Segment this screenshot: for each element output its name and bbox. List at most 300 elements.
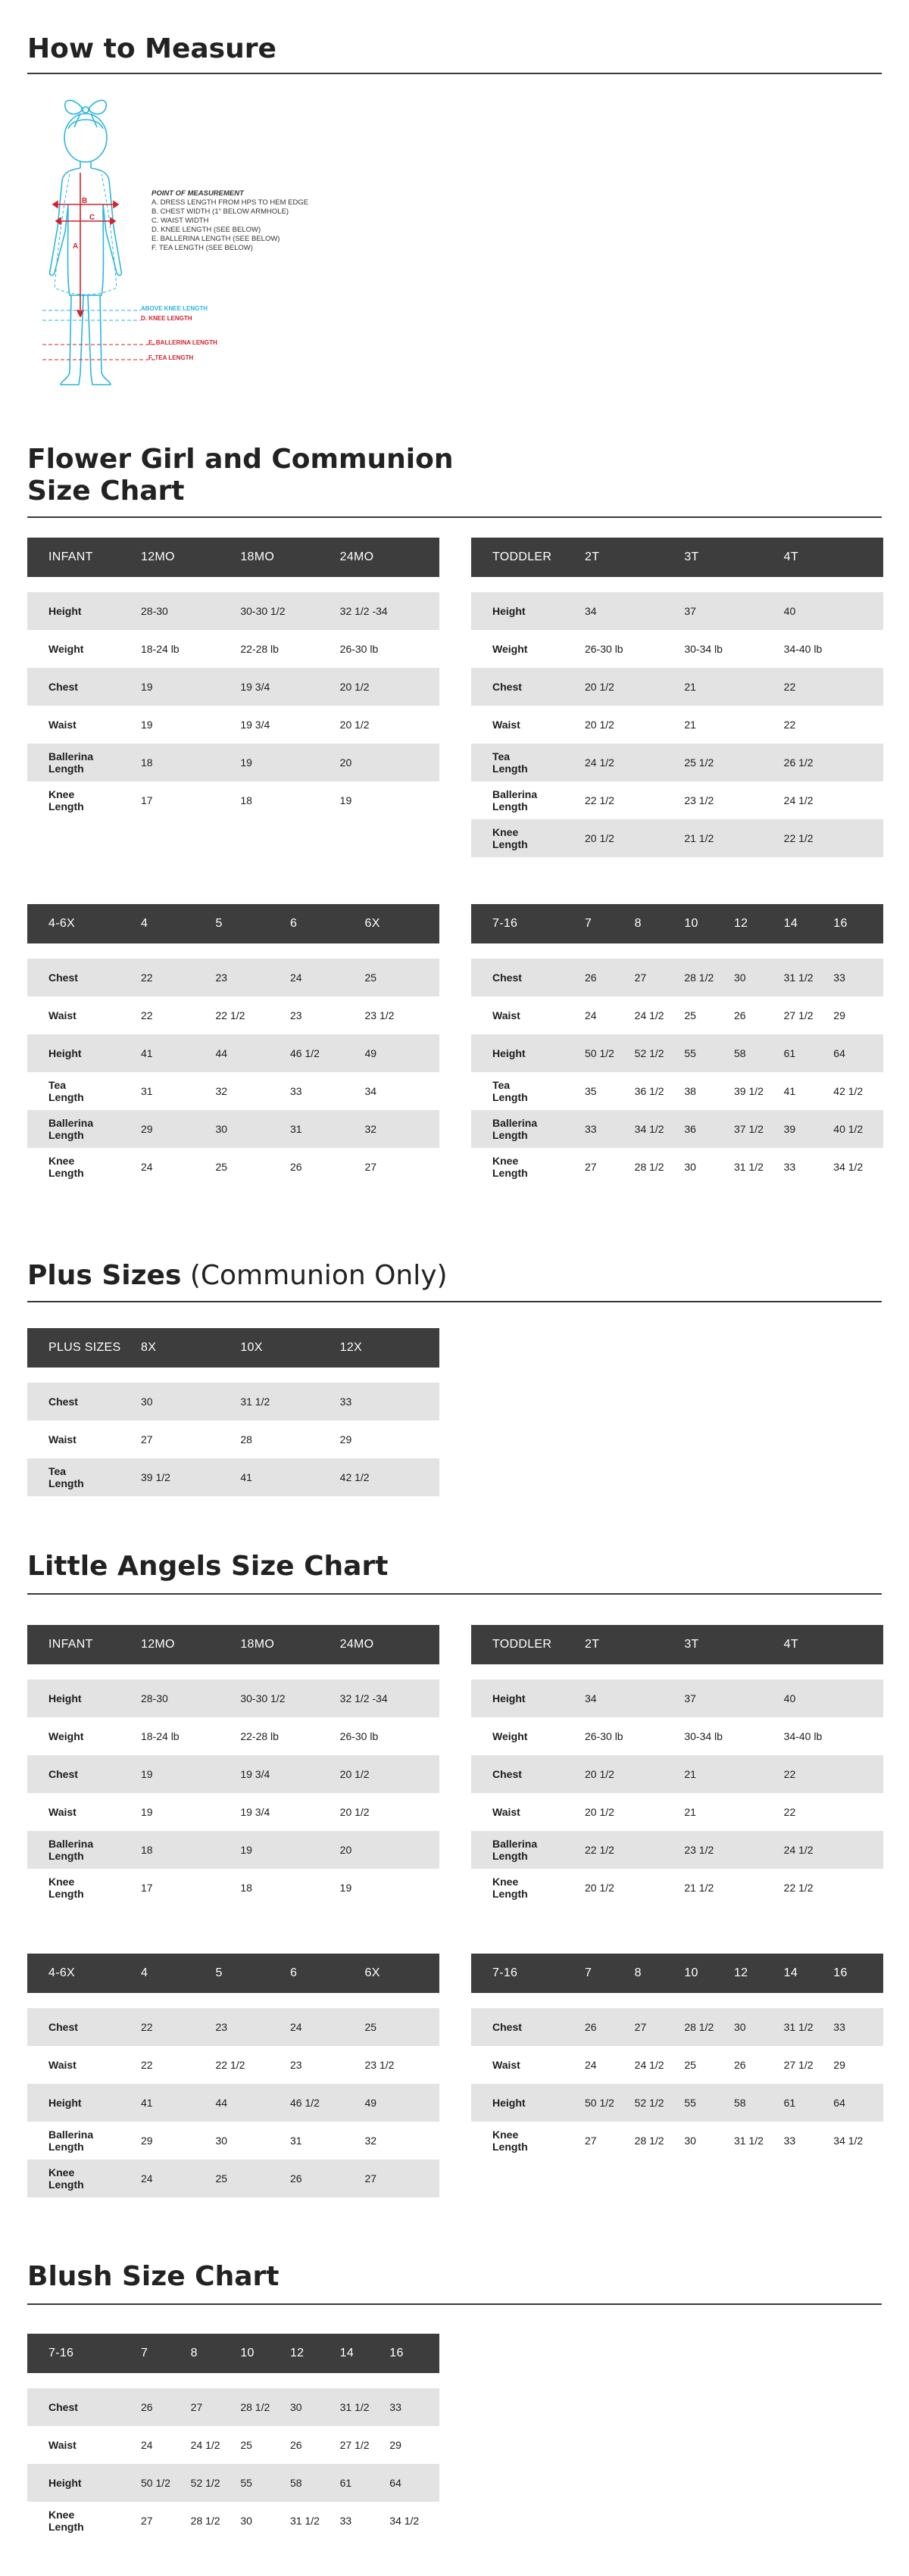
size-column-header: 7 xyxy=(585,1954,635,1993)
measurement-value: 21 xyxy=(684,1806,696,1818)
measurement-label: Waist xyxy=(48,2439,77,2451)
how-to-measure-title: How to Measure xyxy=(27,33,276,64)
size-column-header: 2T xyxy=(585,1625,684,1664)
measurement-value: 37 1/2 xyxy=(734,1110,784,1148)
measurement-value: 29 xyxy=(833,2059,845,2071)
measurement-label: Height xyxy=(27,2084,141,2122)
table-row xyxy=(471,1148,883,1186)
measurement-value: 24 xyxy=(585,1009,597,1021)
measurement-value: 18 xyxy=(141,744,240,781)
measurement-value: 26 xyxy=(290,1161,302,1173)
measurement-value: 28 1/2 xyxy=(634,2135,664,2147)
measurement-value: 26 xyxy=(585,959,635,996)
measurement-label: Knee Length xyxy=(27,2160,141,2197)
size-column-header: 18MO xyxy=(240,538,339,577)
table-row xyxy=(27,630,439,668)
measurement-value: 30 xyxy=(216,1110,291,1148)
measurement-value: 27 xyxy=(365,2160,440,2197)
measurement-value: 46 1/2 xyxy=(290,1034,365,1072)
measurement-value: 55 xyxy=(240,2464,290,2502)
measurement-value: 32 xyxy=(364,2135,377,2147)
table-row xyxy=(27,781,439,819)
measurement-value: 27 1/2 xyxy=(339,2439,370,2451)
measurement-value: 27 xyxy=(141,2515,153,2527)
pom-item: C. WAIST WIDTH xyxy=(152,217,209,225)
table-row xyxy=(27,1717,439,1755)
measurement-label: Chest xyxy=(471,959,585,996)
measurement-value: 31 1/2 xyxy=(784,959,834,996)
measurement-value: 25 xyxy=(684,2059,696,2071)
table-row xyxy=(471,1717,883,1755)
measurement-value: 25 xyxy=(365,959,440,996)
measurement-value: 18 xyxy=(240,1882,252,1894)
table-row xyxy=(27,1110,439,1148)
measurement-value: 19 3/4 xyxy=(240,719,270,731)
measurement-value: 18 xyxy=(240,794,252,806)
size-table xyxy=(27,1625,439,1907)
measurement-value: 37 xyxy=(684,592,783,630)
table-category-header: 7-16 xyxy=(471,904,585,943)
size-column-header: 14 xyxy=(340,2334,390,2373)
table-row xyxy=(27,668,439,706)
measurement-value: 27 xyxy=(635,959,685,996)
measurement-value: 22 xyxy=(141,959,216,996)
table-row xyxy=(471,1831,883,1869)
table-row xyxy=(27,1034,439,1072)
plus-sizes-title xyxy=(27,1260,448,1292)
above-knee-label: ABOVE KNEE LENGTH xyxy=(141,305,208,312)
measurement-label: Chest xyxy=(471,2008,585,2046)
measurement-value: 28 1/2 xyxy=(240,2388,290,2426)
letter-a: A xyxy=(73,242,79,251)
measurement-value: 31 1/2 xyxy=(240,1383,339,1421)
measurement-value: 32 xyxy=(365,1110,440,1148)
measurement-value: 26 xyxy=(141,2388,191,2426)
size-table xyxy=(27,2334,439,2540)
measurement-value: 19 3/4 xyxy=(240,1755,339,1793)
tea-label: F. TEA LENGTH xyxy=(148,354,194,361)
table-header-row xyxy=(27,904,439,943)
measurement-value: 33 xyxy=(833,959,883,996)
size-column-header: 12X xyxy=(340,1328,439,1368)
measurement-label: Height xyxy=(27,1034,141,1072)
table-header-row xyxy=(27,538,439,577)
measurement-value: 27 1/2 xyxy=(783,2059,814,2071)
measurement-value: 30 xyxy=(240,2515,252,2527)
measurement-label: Height xyxy=(471,2084,585,2122)
measurement-label: Weight xyxy=(492,643,528,655)
measurement-label: Waist xyxy=(48,1433,77,1445)
measurement-value: 18 xyxy=(141,1831,240,1869)
table-header-row xyxy=(27,1625,439,1664)
table-row xyxy=(27,1755,439,1793)
table-row xyxy=(471,630,883,668)
table-row xyxy=(27,1831,439,1869)
measurement-value: 30 xyxy=(215,2135,228,2147)
measurement-label: Waist xyxy=(48,1806,77,1818)
measurement-value: 27 xyxy=(141,1433,153,1445)
flower-girl-title-line2: Size Chart xyxy=(27,476,185,507)
measurement-value: 24 1/2 xyxy=(634,1009,664,1021)
table-row xyxy=(471,959,883,996)
table-row xyxy=(27,996,439,1034)
measurement-value: 19 xyxy=(339,1882,352,1894)
measurement-value: 39 1/2 xyxy=(733,1085,764,1097)
table-row xyxy=(471,1679,883,1717)
measurement-value: 19 xyxy=(240,744,339,781)
measurement-value: 28 xyxy=(240,1433,252,1445)
table-row xyxy=(471,1755,883,1793)
measurement-value: 28-30 xyxy=(141,1679,240,1717)
measurement-value: 61 xyxy=(784,2084,834,2122)
table-header-row xyxy=(27,2334,439,2373)
measurement-label: Waist xyxy=(48,719,77,731)
size-table xyxy=(27,1328,439,1496)
size-column-header: 4T xyxy=(784,538,883,577)
measurement-value: 19 xyxy=(141,668,240,706)
table-row xyxy=(27,2160,439,2197)
table-row xyxy=(27,1793,439,1831)
measurement-label: Knee Length xyxy=(471,819,585,857)
measurement-value: 33 xyxy=(340,1383,439,1421)
table-row xyxy=(27,1421,439,1458)
measurement-value: 19 3/4 xyxy=(240,1806,270,1818)
measurement-value: 28 1/2 xyxy=(684,2008,734,2046)
measurement-value: 20 xyxy=(340,744,439,781)
table-row xyxy=(471,1110,883,1148)
table-category-header: 4-6X xyxy=(27,904,141,943)
measurement-value: 19 xyxy=(240,1831,339,1869)
measurement-value: 27 xyxy=(191,2388,241,2426)
measurement-value: 40 xyxy=(784,592,883,630)
section-divider xyxy=(27,2303,882,2305)
measurement-value: 20 1/2 xyxy=(585,1882,614,1894)
measurement-label: Ballerina Length xyxy=(27,744,141,781)
measurement-value: 30 xyxy=(141,1383,240,1421)
measurement-value: 36 xyxy=(684,1110,734,1148)
measurement-value: 33 xyxy=(585,1110,635,1148)
measurement-value: 18-24 lb xyxy=(141,1730,180,1742)
measurement-label: Knee Length xyxy=(48,2509,84,2533)
size-column-header: 8 xyxy=(191,2334,241,2373)
table-row xyxy=(27,2046,439,2084)
table-row xyxy=(27,1148,439,1186)
size-column-header: 14 xyxy=(784,904,834,943)
size-column-header: 5 xyxy=(216,1954,291,1993)
measurement-value: 31 xyxy=(290,2135,302,2147)
measurement-label: Chest xyxy=(27,668,141,706)
measurement-value: 33 xyxy=(783,1161,796,1173)
table-row xyxy=(471,744,883,781)
measurement-value: 22-28 lb xyxy=(240,1730,279,1742)
measurement-value: 26-30 lb xyxy=(339,643,379,655)
table-category-header: 4-6X xyxy=(27,1954,141,1993)
size-column-header: 24MO xyxy=(340,538,439,577)
measurement-value: 58 xyxy=(734,1034,784,1072)
size-column-header: 2T xyxy=(585,538,684,577)
measurement-value: 29 xyxy=(389,2439,401,2451)
size-column-header: 12 xyxy=(734,1954,784,1993)
measurement-value: 37 xyxy=(684,1679,783,1717)
measurement-value: 22 xyxy=(784,668,883,706)
measurement-value: 34-40 lb xyxy=(783,643,823,655)
measurement-value: 23 1/2 xyxy=(364,1009,395,1021)
measurement-value: 34 1/2 xyxy=(833,1161,864,1173)
measurement-value: 55 xyxy=(684,1034,734,1072)
measurement-value: 58 xyxy=(734,2084,784,2122)
table-row xyxy=(27,706,439,744)
measurement-label: Chest xyxy=(27,1755,141,1793)
measurement-label: Waist xyxy=(492,1009,520,1021)
measurement-value: 34 1/2 xyxy=(833,2135,864,2147)
measurement-value: 20 1/2 xyxy=(339,719,370,731)
measurement-value: 39 xyxy=(784,1110,834,1148)
measurement-value: 26 xyxy=(290,2160,365,2197)
size-column-header: 10X xyxy=(240,1328,339,1368)
measurement-value: 52 1/2 xyxy=(635,1034,685,1072)
measurement-value: 26-30 lb xyxy=(585,1730,623,1742)
measurement-value: 31 1/2 xyxy=(733,2135,764,2147)
measurement-label: Knee Length xyxy=(492,2128,528,2153)
letter-b: B xyxy=(82,197,88,205)
table-header-row xyxy=(471,1954,883,1993)
measurement-value: 27 xyxy=(585,2135,597,2147)
measurement-label: Knee Length xyxy=(492,1155,528,1179)
size-table xyxy=(471,1954,883,2160)
size-column-header: 12MO xyxy=(141,538,240,577)
size-column-header: 8X xyxy=(141,1328,240,1368)
measurement-value: 20 1/2 xyxy=(585,819,684,857)
size-column-header: 8 xyxy=(635,1954,685,1993)
measurement-label: Chest xyxy=(27,959,141,996)
letter-c: C xyxy=(89,214,95,222)
measurement-value: 22 xyxy=(783,719,796,731)
measurement-value: 22 xyxy=(783,1806,796,1818)
measurement-value: 30-30 1/2 xyxy=(240,592,339,630)
size-column-header: 3T xyxy=(684,538,783,577)
table-row xyxy=(27,2502,439,2540)
measurement-value: 25 xyxy=(684,1009,696,1021)
measurement-value: 19 3/4 xyxy=(240,668,339,706)
measurement-value: 25 xyxy=(216,2160,291,2197)
measurement-label: Ballerina Length xyxy=(27,1831,141,1869)
measurement-value: 23 1/2 xyxy=(364,2059,395,2071)
size-column-header: 10 xyxy=(684,904,734,943)
measurement-value: 21 xyxy=(684,719,696,731)
measurement-value: 20 1/2 xyxy=(340,1755,439,1793)
measurement-value: 20 1/2 xyxy=(585,668,684,706)
measurement-value: 39 1/2 xyxy=(141,1458,240,1496)
measurement-label: Waist xyxy=(492,719,520,731)
measurement-value: 28 1/2 xyxy=(684,959,734,996)
table-row xyxy=(471,706,883,744)
measurement-label: Height xyxy=(27,592,141,630)
flower-girl-title-line1: Flower Girl and Communion xyxy=(27,444,454,475)
measurement-value: 24 1/2 xyxy=(783,794,814,806)
table-header-row xyxy=(471,904,883,943)
measurement-label: Ballerina Length xyxy=(48,2128,94,2153)
measurement-value: 24 1/2 xyxy=(190,2439,220,2451)
measurement-value: 19 xyxy=(339,794,352,806)
measurement-value: 38 xyxy=(684,1085,696,1097)
measurement-value: 26 1/2 xyxy=(784,744,883,781)
size-column-header: 16 xyxy=(389,2334,439,2373)
pom-item: A. DRESS LENGTH FROM HPS TO HEM EDGE xyxy=(152,198,309,207)
measurement-value: 49 xyxy=(365,2084,440,2122)
measurement-value: 20 xyxy=(340,1831,439,1869)
measurement-value: 33 xyxy=(339,2515,352,2527)
table-row xyxy=(27,1072,439,1110)
measurement-value: 22 1/2 xyxy=(783,1882,814,1894)
measurement-value: 26 xyxy=(733,1009,746,1021)
measurement-value: 29 xyxy=(339,1433,352,1445)
table-row xyxy=(27,1869,439,1907)
measurement-value: 24 1/2 xyxy=(585,744,684,781)
measurement-value: 34 xyxy=(364,1085,377,1097)
size-column-header: 6X xyxy=(365,1954,440,1993)
table-row xyxy=(471,2008,883,2046)
measurement-label: Height xyxy=(471,1679,585,1717)
measurement-value: 55 xyxy=(684,2084,734,2122)
table-row xyxy=(471,1793,883,1831)
measurement-value: 25 xyxy=(240,2439,252,2451)
size-column-header: 4 xyxy=(141,904,216,943)
table-category-header: PLUS SIZES xyxy=(27,1328,141,1368)
measurement-value: 28 1/2 xyxy=(634,1161,664,1173)
table-header-row xyxy=(471,1625,883,1664)
measurement-value: 31 1/2 xyxy=(784,2008,834,2046)
measurement-label: Chest xyxy=(27,2008,141,2046)
table-row xyxy=(27,592,439,630)
measurement-value: 29 xyxy=(833,1009,845,1021)
measurement-label: Waist xyxy=(48,2059,77,2071)
measurement-value: 34 xyxy=(585,592,684,630)
measurement-label: Tea Length xyxy=(492,1079,528,1103)
measurement-value: 21 1/2 xyxy=(684,819,783,857)
measurement-value: 24 xyxy=(141,2160,216,2197)
measurement-value: 23 xyxy=(290,1009,302,1021)
measurement-value: 24 xyxy=(290,959,365,996)
table-row xyxy=(27,2426,439,2464)
size-column-header: 7 xyxy=(585,904,635,943)
size-column-header: 12MO xyxy=(141,1625,240,1664)
measurement-label: Chest xyxy=(27,2388,141,2426)
measurement-value: 32 1/2 -34 xyxy=(340,592,439,630)
measurement-value: 18-24 lb xyxy=(141,643,180,655)
measurement-value: 24 xyxy=(141,2439,153,2451)
table-row xyxy=(27,2084,439,2122)
measurement-value: 64 xyxy=(389,2464,439,2502)
measurement-value: 23 1/2 xyxy=(684,794,714,806)
size-table xyxy=(471,1625,883,1907)
measurement-value: 26-30 lb xyxy=(339,1730,379,1742)
pom-item: B. CHEST WIDTH (1" BELOW ARMHOLE) xyxy=(152,207,289,216)
table-row xyxy=(27,1679,439,1717)
size-table xyxy=(471,904,883,1186)
plus-sizes-title-light: (Communion Only) xyxy=(181,1260,448,1291)
measurement-value: 22 1/2 xyxy=(784,819,883,857)
measurement-value: 34 xyxy=(585,1679,684,1717)
measurement-value: 20 1/2 xyxy=(585,719,614,731)
measurement-value: 26-30 lb xyxy=(585,643,623,655)
pom-item: D. KNEE LENGTH (SEE BELOW) xyxy=(152,226,261,234)
measurement-value: 24 xyxy=(290,2008,365,2046)
size-column-header: 14 xyxy=(784,1954,834,1993)
table-row xyxy=(27,744,439,781)
size-table xyxy=(27,1954,439,2197)
section-divider xyxy=(27,1593,882,1595)
measurement-value: 40 1/2 xyxy=(833,1110,883,1148)
measurement-label: Knee Length xyxy=(48,788,84,812)
measurement-label: Height xyxy=(471,592,585,630)
table-category-header: TODDLER xyxy=(471,1625,585,1664)
measurement-value: 32 1/2 -34 xyxy=(340,1679,439,1717)
pom-item: E. BALLERINA LENGTH (SEE BELOW) xyxy=(152,235,280,243)
measurement-value: 21 xyxy=(684,1755,783,1793)
measurement-value: 29 xyxy=(141,2135,153,2147)
measurement-label: Chest xyxy=(27,1383,141,1421)
measurement-label: Height xyxy=(27,2464,141,2502)
measurement-value: 25 xyxy=(365,2008,440,2046)
measurement-value: 42 1/2 xyxy=(340,1458,439,1496)
measurement-label: Tea Length xyxy=(48,1079,84,1103)
measurement-label: Knee Length xyxy=(48,1155,84,1179)
measurement-value: 30-34 lb xyxy=(684,1730,723,1742)
measurement-value: 33 xyxy=(783,2135,796,2147)
size-table xyxy=(27,538,439,819)
measurement-label: Waist xyxy=(492,2059,520,2071)
measurement-value: 20 1/2 xyxy=(585,1806,614,1818)
table-row xyxy=(27,2008,439,2046)
flower-girl-title xyxy=(27,444,454,507)
measurement-value: 44 xyxy=(216,2084,291,2122)
measurement-value: 50 1/2 xyxy=(585,1034,635,1072)
measurement-value: 61 xyxy=(340,2464,390,2502)
measurement-value: 40 xyxy=(784,1679,883,1717)
measurement-label: Weight xyxy=(48,643,84,655)
measurement-value: 31 xyxy=(141,1085,153,1097)
measurement-value: 17 xyxy=(141,1882,153,1894)
size-table xyxy=(27,904,439,1186)
size-column-header: 10 xyxy=(684,1954,734,1993)
measurement-value: 30 xyxy=(734,2008,784,2046)
measurement-label: Ballerina Length xyxy=(492,788,538,812)
measurement-label: Ballerina Length xyxy=(471,1831,585,1869)
measurement-value: 27 1/2 xyxy=(783,1009,814,1021)
size-column-header: 7 xyxy=(141,2334,191,2373)
table-row xyxy=(27,1458,439,1496)
table-row xyxy=(471,781,883,819)
measurement-value: 35 xyxy=(585,1085,597,1097)
measurement-value: 30 xyxy=(734,959,784,996)
table-row xyxy=(27,959,439,996)
size-column-header: 4T xyxy=(784,1625,883,1664)
measurement-value: 23 1/2 xyxy=(684,1831,783,1869)
measurement-value: 25 1/2 xyxy=(684,744,783,781)
pom-item: F. TEA LENGTH (SEE BELOW) xyxy=(152,244,253,252)
measurement-label: Ballerina Length xyxy=(27,1110,141,1148)
measurement-label: Tea Length xyxy=(27,1458,141,1496)
blush-title: Blush Size Chart xyxy=(27,2261,280,2292)
table-row xyxy=(471,2046,883,2084)
table-category-header: 7-16 xyxy=(27,2334,141,2373)
measurement-value: 31 1/2 xyxy=(733,1161,764,1173)
measurement-value: 31 xyxy=(290,1110,365,1148)
measurement-value: 25 xyxy=(215,1161,228,1173)
plus-sizes-title-bold: Plus Sizes xyxy=(27,1260,182,1291)
section-divider xyxy=(27,73,882,74)
measurement-label: Chest xyxy=(471,1755,585,1793)
